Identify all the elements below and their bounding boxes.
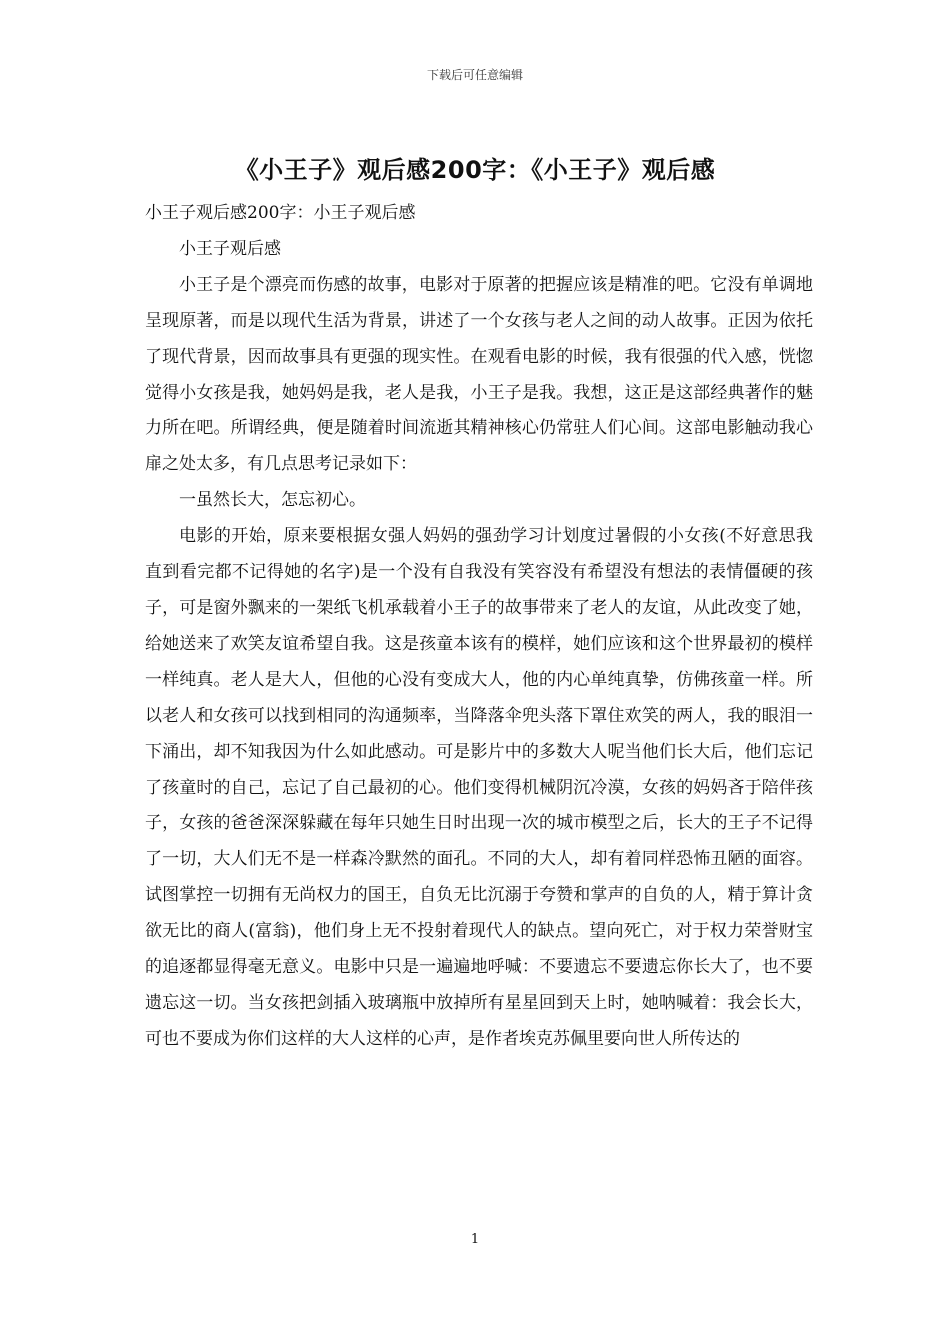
body-paragraph: 小王子是个漂亮而伤感的故事，电影对于原著的把握应该是精准的吧。它没有单调地呈现原著，而是以现代生活为背景，讲述了一个女孩与老人之间的动人故事。正因为依托了现代背景，因而故事具有更强的现实性。在观看电影的时候，我有很强的代入感，恍惚觉得小女孩是我，她妈妈是我，老人是我，小王子是我。我想，这正是这部经典著作的魅力所在吧。所谓经典，便是随着时间流逝其精神核心仍常驻人们心间。这部电影触动我心扉之处太多，有几点思考记录如下： xyxy=(145,274,813,475)
body-paragraph: 电影的开始，原来要根据女强人妈妈的强劲学习计划度过暑假的小女孩(不好意思我直到看完都不记得她的名字)是一个没有自我没有笑容没有希望没有想法的表情僵硬的孩子，可是窗外飘来的一架纸飞机承载着小王子的故事带来了老人的友谊，从此改变了她，给她送来了欢笑友谊希望自我。这是孩童本该有的模样，她们应该和这个世界最初的模样一样纯真。老人是大人，但他的心没有变成大人，他的内心单纯真挚，仿佛孩童一样。所以老人和女孩可以找到相同的沟通频率，当降落伞兜头落下罩住欢笑的两人，我的眼泪一下涌出，却不知我因为什么如此感动。可是影片中的多数大人呢当他们长大后，他们忘记了孩童时的自己，忘记了自己最初的心。他们变得机械阴沉冷漠，女孩的妈妈吝于陪伴孩子，女孩的爸爸深深躲藏在每年只她生日时出现一次的城市模型之后，长大的王子不记得了一切，大人们无不是一样森冷默然的面孔。不同的大人，却有着同样恐怖丑陋的面容。试图掌控一切拥有无尚权力的国王，自负无比沉溺于夸赞和掌声的自负的人，精于算计贪欲无比的商人(富翁)，他们身上无不投射着现代人的缺点。望向死亡，对于权力荣誉财宝的追逐都显得毫无意义。电影中只是一遍遍地呼喊：不要遗忘不要遗忘你长大了，也不要遗忘这一切。当女孩把剑插入玻璃瓶中放掉所有星星回到天上时，她呐喊着：我会长大，可也不要成为你们这样的大人这样的心声，是作者埃克苏佩里要向世人所传达的 xyxy=(145,526,813,1049)
header-note: 下载后可任意编辑 xyxy=(426,68,523,82)
subtitle-line: 小王子观后感200字：小王子观后感 xyxy=(145,203,416,223)
section-heading: 小王子观后感 xyxy=(179,238,281,259)
document-body xyxy=(145,196,813,1058)
document-title: 《小王子》观后感200字：《小王子》观后感 xyxy=(234,156,716,184)
page-number: 1 xyxy=(470,1232,480,1247)
point-heading: 一虽然长大，怎忘初心。 xyxy=(179,490,366,511)
